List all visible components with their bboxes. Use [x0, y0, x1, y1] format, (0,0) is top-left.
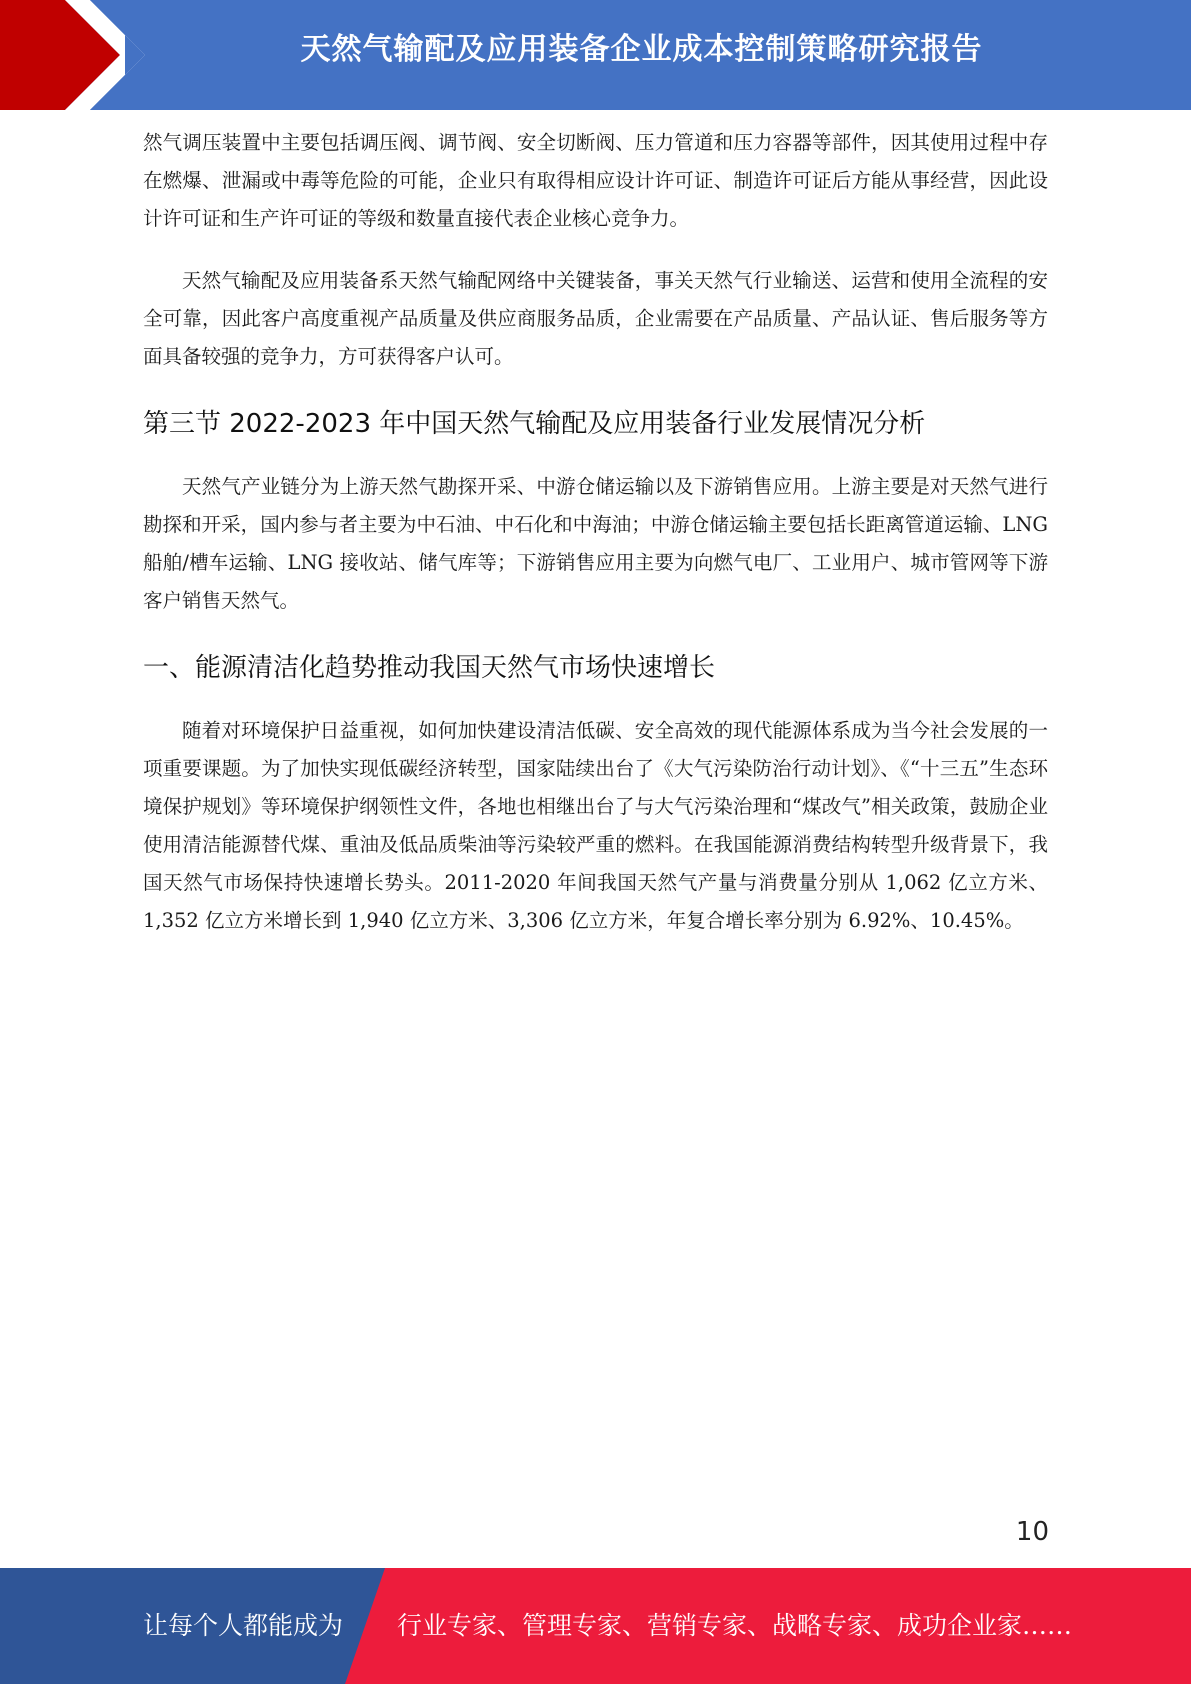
subsection-heading: 一、能源清洁化趋势推动我国天然气市场快速增长: [143, 653, 716, 683]
body-paragraph-2: 天然气输配及应用装备系天然气输配网络中关键装备，事关天然气行业输送、运营和使用全流程的安全可靠，因此客户高度重视产品质量及供应商服务品质，企业需要在产品质量、产品认证、售后服务等方面具备较强的竞争力，方可获得客户认可。: [143, 269, 1048, 368]
main-content: [143, 124, 1048, 940]
section-heading: 第三节 2022-2023 年中国天然气输配及应用装备行业发展情况分析: [143, 409, 926, 439]
body-paragraph-3: 天然气产业链分为上游天然气勘探开采、中游仓储运输以及下游销售应用。上游主要是对天然气进行勘探和开采，国内参与者主要为中石油、中石化和中海油；中游仓储运输主要包括长距离管道运输、LNG 船舶/槽车运输、LNG 接收站、储气库等；下游销售应用主要为向燃气电厂、工业用户、城市管网等下游客户销售天然气。: [143, 475, 1048, 612]
page-footer: [0, 1568, 1191, 1684]
page-header: [0, 0, 1191, 110]
footer-slogan-left: 让每个人都能成为: [143, 1611, 344, 1640]
report-title: 天然气输配及应用装备企业成本控制策略研究报告: [300, 32, 983, 67]
page-number: 10: [1015, 1517, 1049, 1547]
footer-slogan-right: 行业专家、管理专家、营销专家、战略专家、成功企业家……: [397, 1611, 1073, 1640]
body-paragraph-1: 然气调压装置中主要包括调压阀、调节阀、安全切断阀、压力管道和压力容器等部件，因其使用过程中存在燃爆、泄漏或中毒等危险的可能，企业只有取得相应设计许可证、制造许可证后方能从事经营，因此设计许可证和生产许可证的等级和数量直接代表企业核心竞争力。: [143, 131, 1048, 230]
body-paragraph-4: 随着对环境保护日益重视，如何加快建设清洁低碳、安全高效的现代能源体系成为当今社会发展的一项重要课题。为了加快实现低碳经济转型，国家陆续出台了《大气污染防治行动计划》、《“十三五”生态环境保护规划》等环境保护纲领性文件，各地也相继出台了与大气污染治理和“煤改气”相关政策，鼓励企业使用清洁能源替代煤、重油及低品质柴油等污染较严重的燃料。在我国能源消费结构转型升级背景下，我国天然气市场保持快速增长势头。2011-2020 年间我国天然气产量与消费量分别从 1,062 亿立方米、1,352 亿立方米增长到 1,940 亿立方米、3,306 亿立方米，年复合增长率分别为 6.92%、10.45%。: [143, 719, 1048, 932]
